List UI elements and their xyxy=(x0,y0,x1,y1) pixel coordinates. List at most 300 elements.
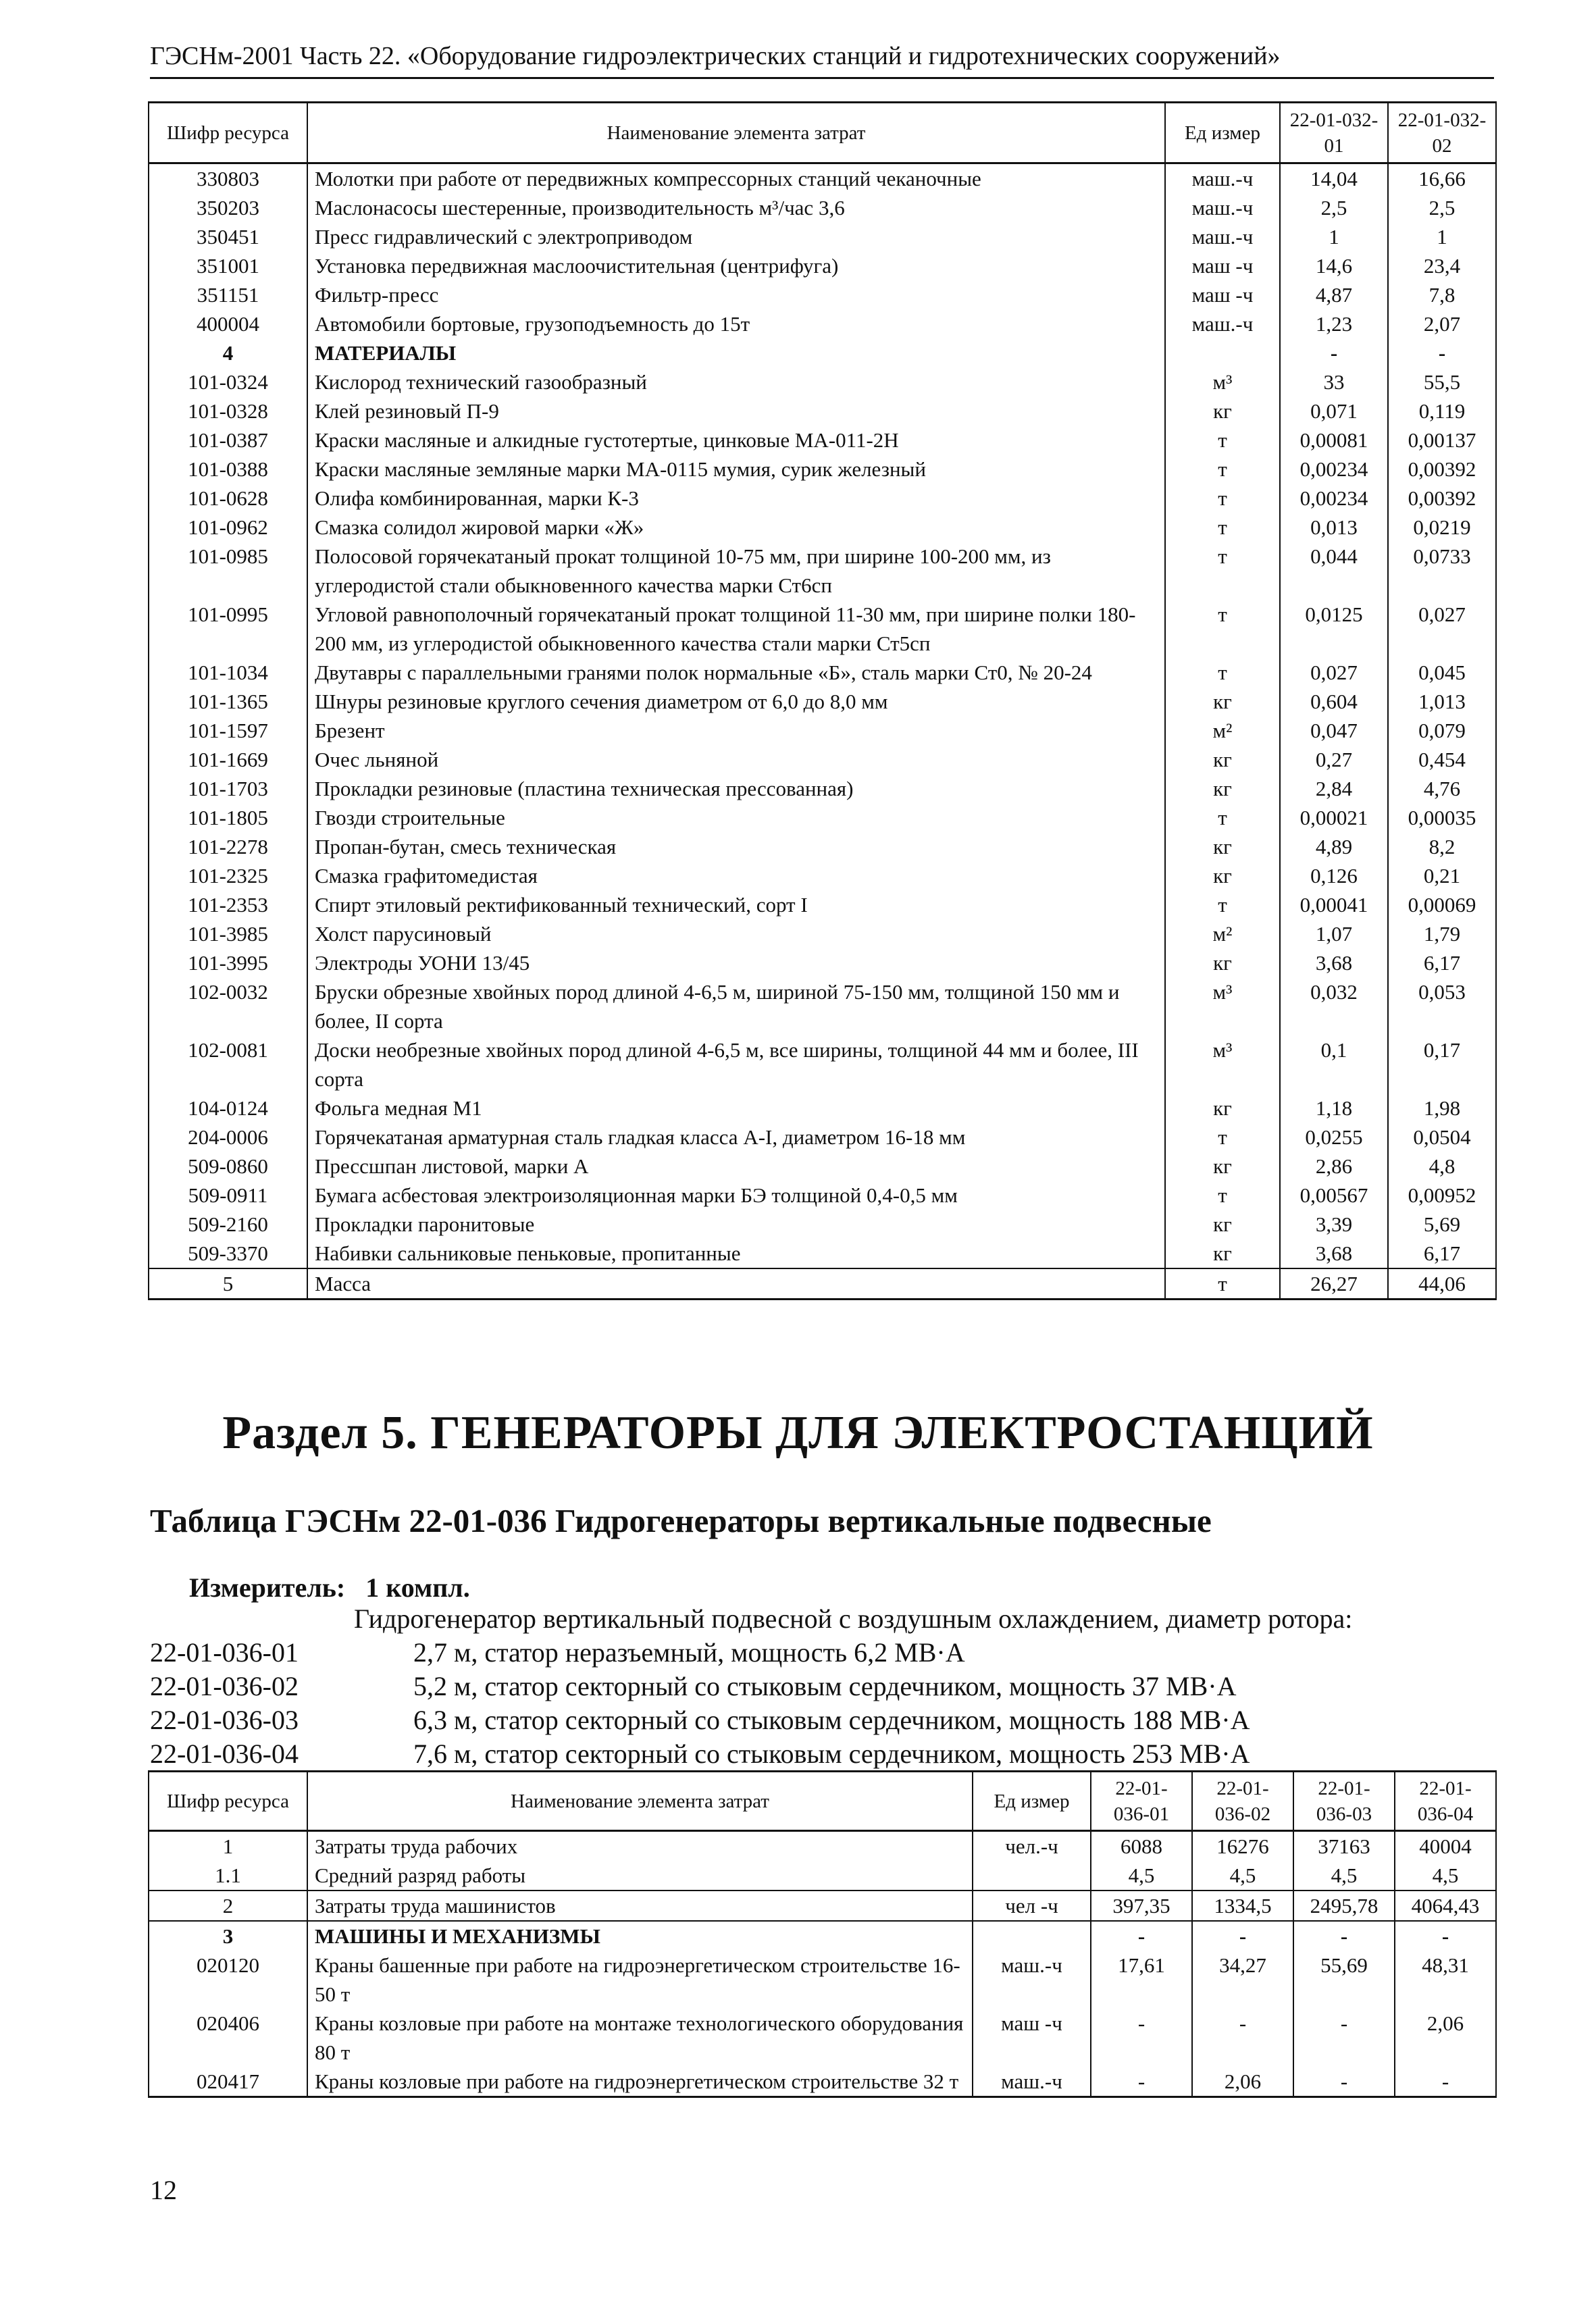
row-value-1: 0,1 xyxy=(1280,1035,1388,1094)
row-value-2: 8,2 xyxy=(1388,832,1496,861)
row-unit: кг xyxy=(1165,1210,1280,1239)
row-code: 509-3370 xyxy=(149,1239,307,1268)
row-value-1: 0,027 xyxy=(1280,658,1388,687)
row-value-2: 6,17 xyxy=(1388,1239,1496,1268)
row-name: Средний разряд работы xyxy=(307,1861,973,1891)
table-row xyxy=(149,1152,1496,1181)
row-unit: м² xyxy=(1165,919,1280,948)
row-code: 101-1597 xyxy=(149,716,307,745)
row-value-3: - xyxy=(1293,2009,1395,2067)
row-value-1: 2,86 xyxy=(1280,1152,1388,1181)
table-row xyxy=(149,455,1496,484)
row-value-2: 2,06 xyxy=(1192,2067,1293,2097)
table-row xyxy=(149,832,1496,861)
row-code: 101-0324 xyxy=(149,367,307,396)
table-row xyxy=(149,600,1496,658)
row-value-2: 6,17 xyxy=(1388,948,1496,977)
row-unit: маш.-ч xyxy=(973,1951,1091,2009)
table-header-row xyxy=(149,103,1496,163)
table-row xyxy=(149,1831,1496,1861)
table-row xyxy=(149,367,1496,396)
row-unit: т xyxy=(1165,455,1280,484)
row-code: 509-2160 xyxy=(149,1210,307,1239)
row-value-1: - xyxy=(1091,2067,1192,2097)
table-row xyxy=(149,280,1496,309)
row-value-1: 4,87 xyxy=(1280,280,1388,309)
row-code: 101-2353 xyxy=(149,890,307,919)
section-row xyxy=(149,338,1496,367)
row-code: 350451 xyxy=(149,222,307,251)
row-code: 101-1669 xyxy=(149,745,307,774)
description-text: 5,2 м, статор секторный со стыковым сердечником, мощность 37 МВ·А xyxy=(413,1671,1237,1701)
page-header: ГЭСНм-2001 Часть 22. «Оборудование гидроэлектрических станций и гидротехнических сооружений» xyxy=(150,39,1494,79)
row-unit xyxy=(1165,338,1280,367)
row-name: МАШИНЫ И МЕХАНИЗМЫ xyxy=(307,1921,973,1951)
row-name: Кислород технический газообразный xyxy=(307,367,1165,396)
description-code: 22-01-036-01 xyxy=(150,1637,299,1668)
row-code: 101-0387 xyxy=(149,426,307,455)
col-header-036-04: 22-01-036-04 xyxy=(1395,1772,1496,1831)
row-value-1: 33 xyxy=(1280,367,1388,396)
row-name: Холст парусиновый xyxy=(307,919,1165,948)
row-name: Угловой равнополочный горячекатаный прокат толщиной 11-30 мм, при ширине полки 180-200 мм, из углеродистой обыкновенного качества стали марки Ст5сп xyxy=(307,600,1165,658)
row-value-2: 0,0504 xyxy=(1388,1123,1496,1152)
row-name: Установка передвижная маслоочистительная (центрифуга) xyxy=(307,251,1165,280)
row-value-2: 1,013 xyxy=(1388,687,1496,716)
description-code: 22-01-036-03 xyxy=(150,1705,299,1735)
row-value-2: 1334,5 xyxy=(1192,1891,1293,1921)
row-value-2: - xyxy=(1192,2009,1293,2067)
row-unit: т xyxy=(1165,1181,1280,1210)
table-row xyxy=(149,658,1496,687)
meter: Измеритель: 1 компл. xyxy=(189,1572,470,1603)
row-unit: кг xyxy=(1165,1152,1280,1181)
row-unit: м³ xyxy=(1165,367,1280,396)
row-value-2: 0,454 xyxy=(1388,745,1496,774)
table-row xyxy=(149,1239,1496,1268)
row-value-3: 2495,78 xyxy=(1293,1891,1395,1921)
row-code: 2 xyxy=(149,1891,307,1921)
col-header-032-02: 22-01-032-02 xyxy=(1388,103,1496,163)
row-value-2: - xyxy=(1192,1921,1293,1951)
row-unit: маш -ч xyxy=(1165,251,1280,280)
row-value-4: - xyxy=(1395,1921,1496,1951)
col-header-unit: Ед измер xyxy=(1165,103,1280,163)
row-value-4: 48,31 xyxy=(1395,1951,1496,2009)
row-value-1: - xyxy=(1091,1921,1192,1951)
row-value-2: 2,5 xyxy=(1388,193,1496,222)
row-name: Прокладки паронитовые xyxy=(307,1210,1165,1239)
row-value-2: 55,5 xyxy=(1388,367,1496,396)
row-value-1: 3,39 xyxy=(1280,1210,1388,1239)
row-value-2: 0,045 xyxy=(1388,658,1496,687)
row-code: 101-3995 xyxy=(149,948,307,977)
row-code: 102-0032 xyxy=(149,977,307,1035)
row-value-1: 0,604 xyxy=(1280,687,1388,716)
row-value-1: 4,89 xyxy=(1280,832,1388,861)
row-unit: маш.-ч xyxy=(973,2067,1091,2097)
row-code: 101-0962 xyxy=(149,513,307,542)
row-value-2: 0,00952 xyxy=(1388,1181,1496,1210)
row-name: Смазка графитомедистая xyxy=(307,861,1165,890)
row-name: Прокладки резиновые (пластина техническая прессованная) xyxy=(307,774,1165,803)
row-name: Фольга медная М1 xyxy=(307,1094,1165,1123)
row-value-1: 1 xyxy=(1280,222,1388,251)
description-item xyxy=(150,1737,1250,1771)
row-code: 101-1365 xyxy=(149,687,307,716)
row-code: 4 xyxy=(149,338,307,367)
table-row xyxy=(149,1094,1496,1123)
row-value-4: 4,5 xyxy=(1395,1861,1496,1891)
table-row xyxy=(149,745,1496,774)
row-value-1: 0,00234 xyxy=(1280,484,1388,513)
row-code: 101-2325 xyxy=(149,861,307,890)
row-value-1: 0,00567 xyxy=(1280,1181,1388,1210)
row-value-4: 2,06 xyxy=(1395,2009,1496,2067)
description-code: 22-01-036-02 xyxy=(150,1671,299,1701)
row-value-2: 2,07 xyxy=(1388,309,1496,338)
row-value-1: 1,23 xyxy=(1280,309,1388,338)
row-unit: т xyxy=(1165,803,1280,832)
row-name: МАТЕРИАЛЫ xyxy=(307,338,1165,367)
row-code: 351001 xyxy=(149,251,307,280)
table-row xyxy=(149,1951,1496,2009)
row-unit: т xyxy=(1165,890,1280,919)
table-row xyxy=(149,193,1496,222)
row-unit: м³ xyxy=(1165,977,1280,1035)
col-header-unit: Ед измер xyxy=(973,1772,1091,1831)
row-value-2: 0,21 xyxy=(1388,861,1496,890)
row-value-2: 0,00069 xyxy=(1388,890,1496,919)
row-code: 101-1805 xyxy=(149,803,307,832)
row-name: Электроды УОНИ 13/45 xyxy=(307,948,1165,977)
row-name: Полосовой горячекатаный прокат толщиной 10-75 мм, при ширине 100-200 мм, из углеродистой стали обыкновенного качества марки Ст6сп xyxy=(307,542,1165,600)
resource-table-036 xyxy=(148,1770,1497,2098)
row-unit: т xyxy=(1165,658,1280,687)
row-value-1: 0,0255 xyxy=(1280,1123,1388,1152)
row-name: Клей резиновый П-9 xyxy=(307,396,1165,426)
row-value-2: 4,5 xyxy=(1192,1861,1293,1891)
table-body xyxy=(149,163,1496,1300)
row-name: Краны башенные при работе на гидроэнергетическом строительстве 16-50 т xyxy=(307,1951,973,2009)
row-value-1: 1,18 xyxy=(1280,1094,1388,1123)
row-name: Затраты труда рабочих xyxy=(307,1831,973,1861)
row-code: 020120 xyxy=(149,1951,307,2009)
table-header-row xyxy=(149,1772,1496,1831)
table-row xyxy=(149,251,1496,280)
row-code: 102-0081 xyxy=(149,1035,307,1094)
row-unit: кг xyxy=(1165,832,1280,861)
row-unit: кг xyxy=(1165,861,1280,890)
row-code: 101-0995 xyxy=(149,600,307,658)
row-value-1: 6088 xyxy=(1091,1831,1192,1861)
row-code: 509-0860 xyxy=(149,1152,307,1181)
row-value-1: - xyxy=(1280,338,1388,367)
table-row xyxy=(149,222,1496,251)
col-header-name: Наименование элемента затрат xyxy=(307,103,1165,163)
description-head: Гидрогенератор вертикальный подвесной с воздушным охлаждением, диаметр ротора: xyxy=(354,1603,1353,1634)
row-unit: т xyxy=(1165,513,1280,542)
row-value-2: 7,8 xyxy=(1388,280,1496,309)
col-header-036-03: 22-01-036-03 xyxy=(1293,1772,1395,1831)
row-code: 204-0006 xyxy=(149,1123,307,1152)
row-value-2: 5,69 xyxy=(1388,1210,1496,1239)
row-value-3: 55,69 xyxy=(1293,1951,1395,2009)
table-row xyxy=(149,426,1496,455)
table-row xyxy=(149,309,1496,338)
row-unit: кг xyxy=(1165,745,1280,774)
row-code: 3 xyxy=(149,1921,307,1951)
row-value-1: 3,68 xyxy=(1280,948,1388,977)
description-text: 7,6 м, статор секторный со стыковым сердечником, мощность 253 МВ·А xyxy=(413,1739,1250,1769)
row-unit: т xyxy=(1165,426,1280,455)
row-name: Краски масляные и алкидные густотертые, цинковые МА-011-2Н xyxy=(307,426,1165,455)
row-unit: маш.-ч xyxy=(1165,193,1280,222)
row-value-2: - xyxy=(1388,338,1496,367)
row-name: Краны козловые при работе на гидроэнергетическом строительстве 32 т xyxy=(307,2067,973,2097)
table-row xyxy=(149,484,1496,513)
row-name: Горячекатаная арматурная сталь гладкая класса А-I, диаметром 16-18 мм xyxy=(307,1123,1165,1152)
table-row xyxy=(149,919,1496,948)
row-code: 101-3985 xyxy=(149,919,307,948)
row-value-2: 0,027 xyxy=(1388,600,1496,658)
description-item xyxy=(150,1670,1237,1703)
table-row xyxy=(149,716,1496,745)
row-unit: маш.-ч xyxy=(1165,309,1280,338)
row-code: 101-1703 xyxy=(149,774,307,803)
row-name: Очес льняной xyxy=(307,745,1165,774)
row-unit: кг xyxy=(1165,774,1280,803)
row-unit: кг xyxy=(1165,396,1280,426)
row-value-3: 4,5 xyxy=(1293,1861,1395,1891)
row-unit: чел.-ч xyxy=(973,1831,1091,1861)
row-value-2: 0,00392 xyxy=(1388,455,1496,484)
row-value-1: 0,044 xyxy=(1280,542,1388,600)
row-value-2: 4,8 xyxy=(1388,1152,1496,1181)
row-name: Доски необрезные хвойных пород длиной 4-6,5 м, все ширины, толщиной 44 мм и более, III сорта xyxy=(307,1035,1165,1094)
table-row xyxy=(149,1861,1496,1891)
row-value-1: 2,5 xyxy=(1280,193,1388,222)
table-row xyxy=(149,542,1496,600)
row-value-2: 0,0733 xyxy=(1388,542,1496,600)
table-row xyxy=(149,396,1496,426)
row-value-2: 0,079 xyxy=(1388,716,1496,745)
section-title: Раздел 5. ГЕНЕРАТОРЫ ДЛЯ ЭЛЕКТРОСТАНЦИЙ xyxy=(222,1407,1374,1459)
row-code: 1.1 xyxy=(149,1861,307,1891)
table-row xyxy=(149,803,1496,832)
row-unit xyxy=(973,1861,1091,1891)
row-code: 1 xyxy=(149,1831,307,1861)
row-value-1: 397,35 xyxy=(1091,1891,1192,1921)
row-unit: м³ xyxy=(1165,1035,1280,1094)
row-name: Краны козловые при работе на монтаже технологического оборудования 80 т xyxy=(307,2009,973,2067)
row-value-1: 4,5 xyxy=(1091,1861,1192,1891)
table-row xyxy=(149,1123,1496,1152)
table-row xyxy=(149,890,1496,919)
row-unit: т xyxy=(1165,600,1280,658)
row-value-1: 14,6 xyxy=(1280,251,1388,280)
row-value-4: 4064,43 xyxy=(1395,1891,1496,1921)
row-value-1: 0,126 xyxy=(1280,861,1388,890)
table-row xyxy=(149,774,1496,803)
row-code: 351151 xyxy=(149,280,307,309)
row-value-2: 34,27 xyxy=(1192,1951,1293,2009)
row-name: Пресс гидравлический с электроприводом xyxy=(307,222,1165,251)
col-header-032-01: 22-01-032-01 xyxy=(1280,103,1388,163)
row-value-2: 4,76 xyxy=(1388,774,1496,803)
row-name: Масса xyxy=(307,1268,1165,1300)
row-code: 101-0628 xyxy=(149,484,307,513)
row-value-2: 1,98 xyxy=(1388,1094,1496,1123)
resource-table-032 xyxy=(148,101,1497,1300)
description-text: 2,7 м, статор неразъемный, мощность 6,2 МВ·А xyxy=(413,1637,965,1668)
row-unit: чел -ч xyxy=(973,1891,1091,1921)
row-unit: кг xyxy=(1165,948,1280,977)
row-unit: кг xyxy=(1165,687,1280,716)
row-value-1: 0,00041 xyxy=(1280,890,1388,919)
row-value-1: 17,61 xyxy=(1091,1951,1192,2009)
row-value-1: - xyxy=(1091,2009,1192,2067)
description-item xyxy=(150,1703,1250,1737)
row-unit: кг xyxy=(1165,1094,1280,1123)
row-name: Прессшпан листовой, марки А xyxy=(307,1152,1165,1181)
row-name: Затраты труда машинистов xyxy=(307,1891,973,1921)
row-name: Пропан-бутан, смесь техническая xyxy=(307,832,1165,861)
row-unit: кг xyxy=(1165,1239,1280,1268)
row-value-1: 0,27 xyxy=(1280,745,1388,774)
row-name: Олифа комбинированная, марки К-3 xyxy=(307,484,1165,513)
row-code: 101-2278 xyxy=(149,832,307,861)
row-code: 020406 xyxy=(149,2009,307,2067)
row-value-3: - xyxy=(1293,2067,1395,2097)
col-header-code: Шифр ресурса xyxy=(149,103,307,163)
table-row xyxy=(149,1891,1496,1921)
row-value-1: 0,032 xyxy=(1280,977,1388,1035)
row-code: 101-0328 xyxy=(149,396,307,426)
description-text: 6,3 м, статор секторный со стыковым сердечником, мощность 188 МВ·А xyxy=(413,1705,1250,1735)
row-value-1: 14,04 xyxy=(1280,163,1388,194)
row-value-2: 0,0219 xyxy=(1388,513,1496,542)
row-value-3: 37163 xyxy=(1293,1831,1395,1861)
table-row xyxy=(149,948,1496,977)
row-value-1: 0,00081 xyxy=(1280,426,1388,455)
table-row xyxy=(149,977,1496,1035)
row-code: 5 xyxy=(149,1268,307,1300)
row-value-2: 44,06 xyxy=(1388,1268,1496,1300)
table-title: Таблица ГЭСНм 22-01-036 Гидрогенераторы вертикальные подвесные xyxy=(150,1502,1212,1539)
row-name: Краски масляные земляные марки МА-0115 мумия, сурик железный xyxy=(307,455,1165,484)
row-code: 101-0388 xyxy=(149,455,307,484)
row-value-1: 3,68 xyxy=(1280,1239,1388,1268)
row-value-2: 0,00392 xyxy=(1388,484,1496,513)
row-unit: т xyxy=(1165,542,1280,600)
row-name: Спирт этиловый ректификованный технический, сорт I xyxy=(307,890,1165,919)
row-value-2: 1,79 xyxy=(1388,919,1496,948)
col-header-036-02: 22-01-036-02 xyxy=(1192,1772,1293,1831)
row-code: 101-1034 xyxy=(149,658,307,687)
row-value-2: 0,119 xyxy=(1388,396,1496,426)
row-value-2: 0,17 xyxy=(1388,1035,1496,1094)
table-row xyxy=(149,861,1496,890)
row-value-1: 26,27 xyxy=(1280,1268,1388,1300)
row-name: Фильтр-пресс xyxy=(307,280,1165,309)
row-name: Смазка солидол жировой марки «Ж» xyxy=(307,513,1165,542)
table-row xyxy=(149,2067,1496,2097)
table-row xyxy=(149,2009,1496,2067)
row-unit: т xyxy=(1165,1123,1280,1152)
row-name: Бумага асбестовая электроизоляционная марки БЭ толщиной 0,4-0,5 мм xyxy=(307,1181,1165,1210)
table-row xyxy=(149,513,1496,542)
row-value-2: 0,00035 xyxy=(1388,803,1496,832)
row-name: Шнуры резиновые круглого сечения диаметром от 6,0 до 8,0 мм xyxy=(307,687,1165,716)
row-value-2: 0,053 xyxy=(1388,977,1496,1035)
description-code: 22-01-036-04 xyxy=(150,1739,299,1769)
col-header-name: Наименование элемента затрат xyxy=(307,1772,973,1831)
row-code: 101-0985 xyxy=(149,542,307,600)
row-value-2: 23,4 xyxy=(1388,251,1496,280)
row-value-2: 16276 xyxy=(1192,1831,1293,1861)
section-row xyxy=(149,1921,1496,1951)
row-code: 104-0124 xyxy=(149,1094,307,1123)
row-name: Маслонасосы шестеренные, производительность м³/час 3,6 xyxy=(307,193,1165,222)
row-unit: т xyxy=(1165,484,1280,513)
row-unit: м² xyxy=(1165,716,1280,745)
row-name: Автомобили бортовые, грузоподъемность до 15т xyxy=(307,309,1165,338)
row-unit: т xyxy=(1165,1268,1280,1300)
row-name: Молотки при работе от передвижных компрессорных станций чеканочные xyxy=(307,163,1165,194)
row-name: Гвозди строительные xyxy=(307,803,1165,832)
page-number: 12 xyxy=(150,2175,177,2205)
col-header-code: Шифр ресурса xyxy=(149,1772,307,1831)
row-value-1: 0,0125 xyxy=(1280,600,1388,658)
table-row xyxy=(149,163,1496,194)
table-row xyxy=(149,1210,1496,1239)
row-value-1: 0,047 xyxy=(1280,716,1388,745)
row-unit: маш -ч xyxy=(973,2009,1091,2067)
row-code: 509-0911 xyxy=(149,1181,307,1210)
row-name: Брезент xyxy=(307,716,1165,745)
row-value-1: 0,00021 xyxy=(1280,803,1388,832)
row-unit: маш -ч xyxy=(1165,280,1280,309)
table-row xyxy=(149,1268,1496,1300)
row-unit: маш.-ч xyxy=(1165,163,1280,194)
row-value-1: 1,07 xyxy=(1280,919,1388,948)
row-unit xyxy=(973,1921,1091,1951)
row-value-2: 1 xyxy=(1388,222,1496,251)
row-code: 350203 xyxy=(149,193,307,222)
table-row xyxy=(149,1181,1496,1210)
row-code: 330803 xyxy=(149,163,307,194)
table-row xyxy=(149,687,1496,716)
row-value-1: 0,013 xyxy=(1280,513,1388,542)
description-item xyxy=(150,1636,965,1670)
table-row xyxy=(149,1035,1496,1094)
row-value-1: 0,071 xyxy=(1280,396,1388,426)
row-value-1: 0,00234 xyxy=(1280,455,1388,484)
col-header-036-01: 22-01-036-01 xyxy=(1091,1772,1192,1831)
row-value-3: - xyxy=(1293,1921,1395,1951)
row-code: 400004 xyxy=(149,309,307,338)
row-code: 020417 xyxy=(149,2067,307,2097)
row-value-4: 40004 xyxy=(1395,1831,1496,1861)
row-name: Бруски обрезные хвойных пород длиной 4-6,5 м, шириной 75-150 мм, толщиной 150 мм и более, II сорта xyxy=(307,977,1165,1035)
table-body xyxy=(149,1831,1496,2097)
row-value-1: 2,84 xyxy=(1280,774,1388,803)
row-unit: маш.-ч xyxy=(1165,222,1280,251)
row-value-4: - xyxy=(1395,2067,1496,2097)
row-value-2: 16,66 xyxy=(1388,163,1496,194)
row-name: Двутавры с параллельными гранями полок нормальные «Б», сталь марки Ст0, № 20-24 xyxy=(307,658,1165,687)
